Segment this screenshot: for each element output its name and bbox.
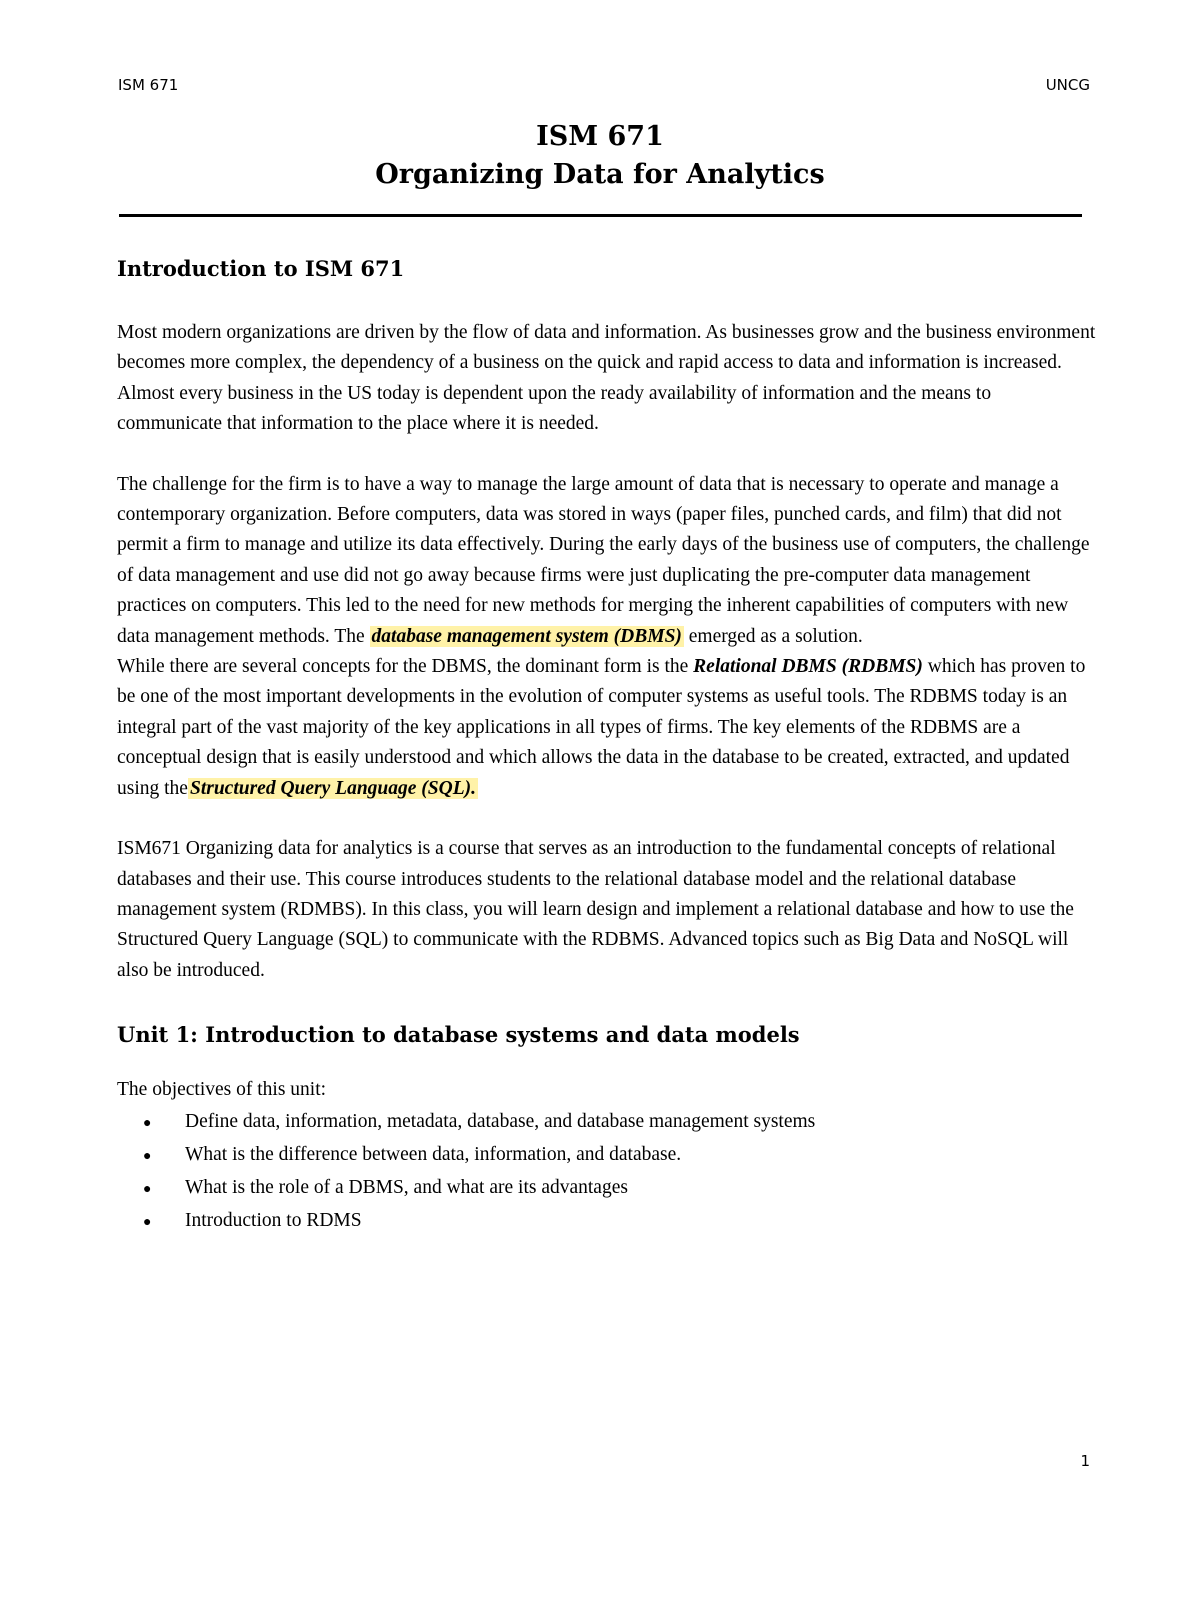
list-item xyxy=(143,1205,1097,1238)
title-course-code: ISM 671 xyxy=(536,121,664,152)
list-item xyxy=(143,1172,1097,1205)
bullet-icon: ● xyxy=(143,1215,152,1231)
document-title xyxy=(0,118,1200,194)
document-body xyxy=(117,252,1097,1238)
title-divider xyxy=(119,214,1082,217)
intro-paragraph-3-text: While there are several concepts for the DBMS, the dominant form is the xyxy=(117,656,694,678)
running-header xyxy=(118,76,1090,94)
intro-paragraph-2 xyxy=(117,470,1097,652)
objective-text: Introduction to RDMS xyxy=(185,1210,362,1232)
intro-paragraph-2-end: emerged as a solution. xyxy=(683,625,863,647)
objectives-intro: The objectives of this unit: xyxy=(117,1079,327,1101)
bullet-icon: ● xyxy=(143,1149,152,1165)
highlight-sql: Structured Query Language (SQL). xyxy=(189,777,476,799)
intro-paragraph-2-text: The challenge for the firm is to have a way to manage the large amount of data that is necessary to operate and manage a contemporary organization. Before computers, data was stored in ways (paper files, punched cards, and film) that did not permit a firm to manage and utilize its data effectively. During the early days of the business use of computers, the challenge of data management and use did not go away because firms were just duplicating the pre-computer data management practices on computers. This led to the need for new methods for merging the inherent capabilities of computers with new data management methods. The xyxy=(117,473,1090,647)
objective-text: Define data, information, metadata, database, and database management systems xyxy=(185,1111,816,1133)
intro-paragraph-4: ISM671 Organizing data for analytics is a course that serves as an introduction to the fundamental concepts of relational databases and their use. This course introduces students to the relational database model and the relational database management system (RDMBS). In this class, you will learn design and implement a relational database and how to use the Structured Query Language (SQL) to communicate with the RDBMS. Advanced topics such as Big Data and NoSQL will also be introduced. xyxy=(117,838,1074,981)
header-institution: UNCG xyxy=(1045,76,1090,94)
objectives-list xyxy=(117,1106,1097,1238)
intro-paragraph-1: Most modern organizations are driven by the flow of data and information. As businesses grow and the business environment becomes more complex, the dependency of a business on the quick and rapid access to data and information is increased. Almost every business in the US today is dependent upon the ready availability of information and the means to communicate that information to the place where it is needed. xyxy=(117,322,1096,435)
intro-paragraph-3-middle: which has proven to be one of the most important developments in the evolution of computer systems as useful tools. The RDBMS today is an integral part of the vast majority of the key applications in all types of firms. The key elements of the RDBMS are a conceptual design that is easily understood and which allows the data in the database to be created, extracted, and updated using the xyxy=(117,656,1086,799)
objective-text: What is the difference between data, information, and database. xyxy=(185,1144,682,1166)
page-number: 1 xyxy=(1080,1452,1090,1470)
bullet-icon: ● xyxy=(143,1182,152,1198)
highlight-dbms: database management system (DBMS) xyxy=(371,625,682,647)
bullet-icon: ● xyxy=(143,1116,152,1132)
list-item xyxy=(143,1139,1097,1172)
emphasis-rdbms: Relational DBMS (RDBMS) xyxy=(693,656,923,678)
objective-text: What is the role of a DBMS, and what are its advantages xyxy=(185,1177,628,1199)
paragraph-spacer xyxy=(117,440,1097,470)
header-course-code: ISM 671 xyxy=(118,76,179,94)
paragraph-spacer xyxy=(117,804,1097,834)
list-item xyxy=(143,1106,1097,1139)
intro-heading: Introduction to ISM 671 xyxy=(117,256,405,281)
unit1-heading: Unit 1: Introduction to database systems and data models xyxy=(117,1022,800,1048)
intro-paragraph-3 xyxy=(117,652,1097,804)
title-course-name: Organizing Data for Analytics xyxy=(375,159,825,190)
